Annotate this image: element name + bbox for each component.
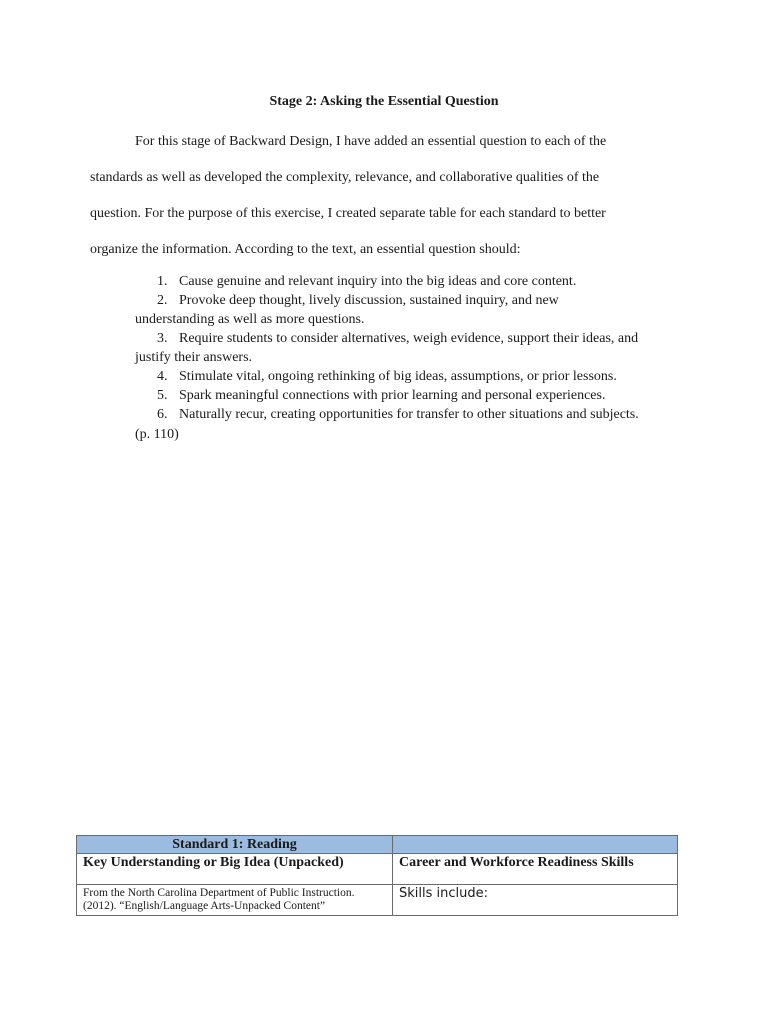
list-item <box>135 405 680 424</box>
list-item <box>135 272 680 291</box>
essential-question-criteria-list <box>135 272 680 424</box>
list-text: Stimulate vital, ongoing rethinking of big ideas, assumptions, or prior lessons. <box>179 369 617 384</box>
list-text: Provoke deep thought, lively discussion, sustained inquiry, and new <box>179 293 559 308</box>
list-number: 6. <box>157 407 168 422</box>
table-row <box>77 885 678 916</box>
career-skills-heading: Career and Workforce Readiness Skills <box>393 854 678 885</box>
source-line: (2012). “English/Language Arts-Unpacked Content” <box>83 900 326 912</box>
standard-table <box>76 835 678 916</box>
list-number: 1. <box>157 274 168 289</box>
intro-paragraph <box>90 124 690 268</box>
list-text: Cause genuine and relevant inquiry into the big ideas and core content. <box>179 274 577 289</box>
intro-line: question. For the purpose of this exercise, I created separate table for each standard to better <box>90 206 606 221</box>
list-text-continued: justify their answers. <box>135 350 253 365</box>
empty-header-cell <box>393 836 678 854</box>
list-item <box>135 367 680 386</box>
list-text: Spark meaningful connections with prior learning and personal experiences. <box>179 388 606 403</box>
list-number: 3. <box>157 331 168 346</box>
standard-title-cell: Standard 1: Reading <box>77 836 393 854</box>
table-subheader-row <box>77 854 678 885</box>
page-citation: (p. 110) <box>135 427 179 442</box>
key-understanding-heading: Key Understanding or Big Idea (Unpacked) <box>77 854 393 885</box>
skills-cell: Skills include: <box>393 885 678 916</box>
intro-line: For this stage of Backward Design, I have added an essential question to each of the <box>135 134 607 149</box>
source-line: From the North Carolina Department of Public Instruction. <box>83 887 355 899</box>
list-item <box>135 291 680 329</box>
list-number: 2. <box>157 293 168 308</box>
intro-line: standards as well as developed the complexity, relevance, and collaborative qualities of the <box>90 170 600 185</box>
list-item <box>135 329 680 367</box>
list-text-continued: understanding as well as more questions. <box>135 312 365 327</box>
page-title: Stage 2: Asking the Essential Question <box>269 94 499 109</box>
intro-line: organize the information. According to the text, an essential question should: <box>90 242 521 257</box>
list-number: 5. <box>157 388 168 403</box>
table-header-row <box>77 836 678 854</box>
list-number: 4. <box>157 369 168 384</box>
list-item <box>135 386 680 405</box>
source-cell <box>77 885 393 916</box>
list-text: Require students to consider alternatives, weigh evidence, support their ideas, and <box>179 331 639 346</box>
list-text: Naturally recur, creating opportunities for transfer to other situations and subjects. <box>179 407 639 422</box>
